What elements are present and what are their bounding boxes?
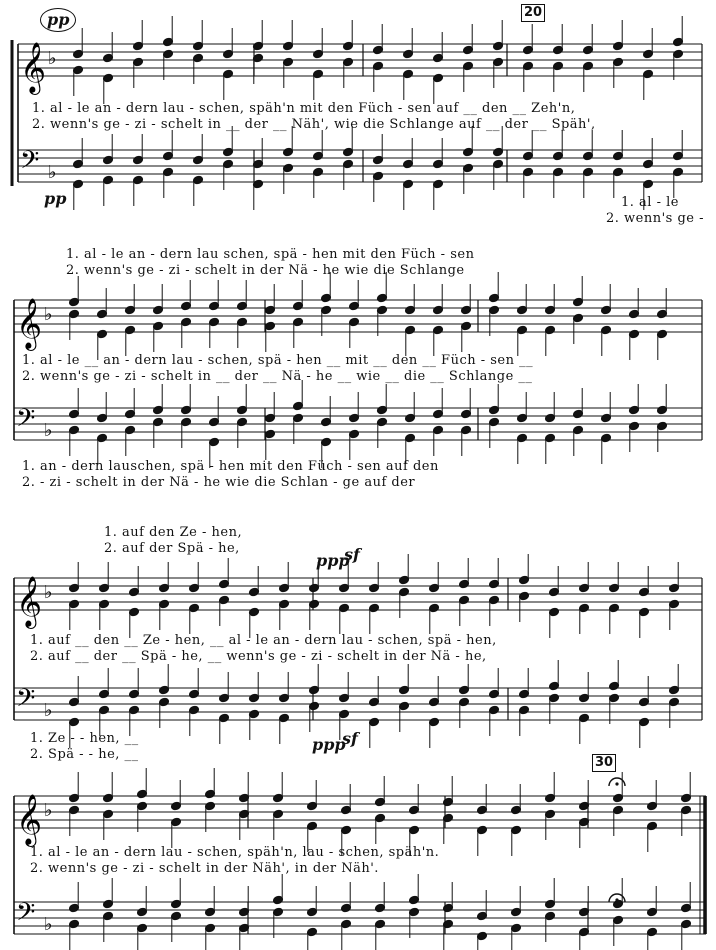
lyric-s1-upper-verse1: 1. al - le an - dern lau - schen, späh'n mit den Füch - sen auf __ den __ Zeh'n, [32,101,576,116]
dynamic-ppp-top: ppp [316,551,350,570]
dynamic-sf-top: sf [344,545,360,564]
lyric-s3-lower-verse2: 2. Spä - - he, __ [30,747,139,762]
lyric-s3-upper-verse1: 1. auf __ den __ Ze - hen, __ al - le an - dern lau - schen, spä - hen, [30,633,497,648]
bass-clef-icon: 𝄢 [16,898,36,933]
lyric-s2-above-verse1: 1. al - le an - dern lau schen, spä - hen mit den Füch - sen [66,247,475,262]
flat-key-signature-icon: ♭ [48,162,57,183]
lyric-s4-upper-verse2: 2. wenn's ge - zi - schelt in der Näh', in der Näh'. [30,861,379,876]
flat-key-signature-icon: ♭ [44,800,53,821]
flat-key-signature-icon: ♭ [48,48,57,69]
bass-clef-icon: 𝄢 [16,684,36,719]
lyric-s2-lower-verse1: 1. an - dern lauschen, spä - hen mit den Füch - sen auf den [22,459,439,474]
lyric-s2-upper-verse2: 2. wenn's ge - zi - schelt in __ der __ Nä - he __ wie __ die __ Schlange __ [22,369,533,384]
dynamic-ppp-bass: ppp [312,735,346,754]
lyric-s1-upper-verse2: 2. wenn's ge - zi - schelt in __ der __ Näh', wie die Schlange auf __ der __ Späh', [32,117,596,132]
lyric-s2-upper-verse1: 1. al - le __ an - dern lau - schen, spä - hen __ mit __ den __ Füch - sen __ [22,353,534,368]
dynamic-sf-bass: sf [342,729,358,748]
rehearsal-mark-30: 30 [592,754,616,772]
rehearsal-mark-20: 20 [521,4,545,22]
lyric-s3-above-verse2: 2. auf der Spä - he, [104,541,240,556]
flat-key-signature-icon: ♭ [44,582,53,603]
flat-key-signature-icon: ♭ [44,420,53,441]
fermata-bass-icon-dot [615,898,618,901]
bass-clef-icon: 𝄢 [16,404,36,439]
treble-clef-icon: 𝄞 [20,42,47,93]
flat-key-signature-icon: ♭ [44,914,53,935]
dynamic-pp-bass: pp [44,189,67,208]
lyric-s1-lower-verse2: 2. wenn's ge - [606,211,705,226]
treble-clef-icon: 𝄞 [16,576,43,627]
flat-key-signature-icon: ♭ [44,304,53,325]
lyric-s3-above-verse1: 1. auf den Ze - hen, [104,525,243,540]
lyric-s4-upper-verse1: 1. al - le an - dern lau - schen, späh'n, lau - schen, späh'n. [30,845,440,860]
fermata-top-icon-dot [615,782,618,785]
lyric-s1-lower-verse1: 1. al - le [621,195,679,210]
treble-clef-icon: 𝄞 [16,794,43,845]
lyric-s2-above-verse2: 2. wenn's ge - zi - schelt in der Nä - he wie die Schlange [66,263,465,278]
dynamic-pp-circled: pp [40,8,76,32]
treble-clef-icon: 𝄞 [16,298,43,349]
flat-key-signature-icon: ♭ [44,700,53,721]
lyric-s3-upper-verse2: 2. auf __ der __ Spä - he, __ wenn's ge - zi - schelt in der Nä - he, [30,649,487,664]
lyric-s2-lower-verse2: 2. - zi - schelt in der Nä - he wie die Schlan - ge auf der [22,475,416,490]
bass-clef-icon: 𝄢 [20,146,40,181]
lyric-s3-lower-verse1: 1. Ze - - hen, __ [30,731,139,746]
